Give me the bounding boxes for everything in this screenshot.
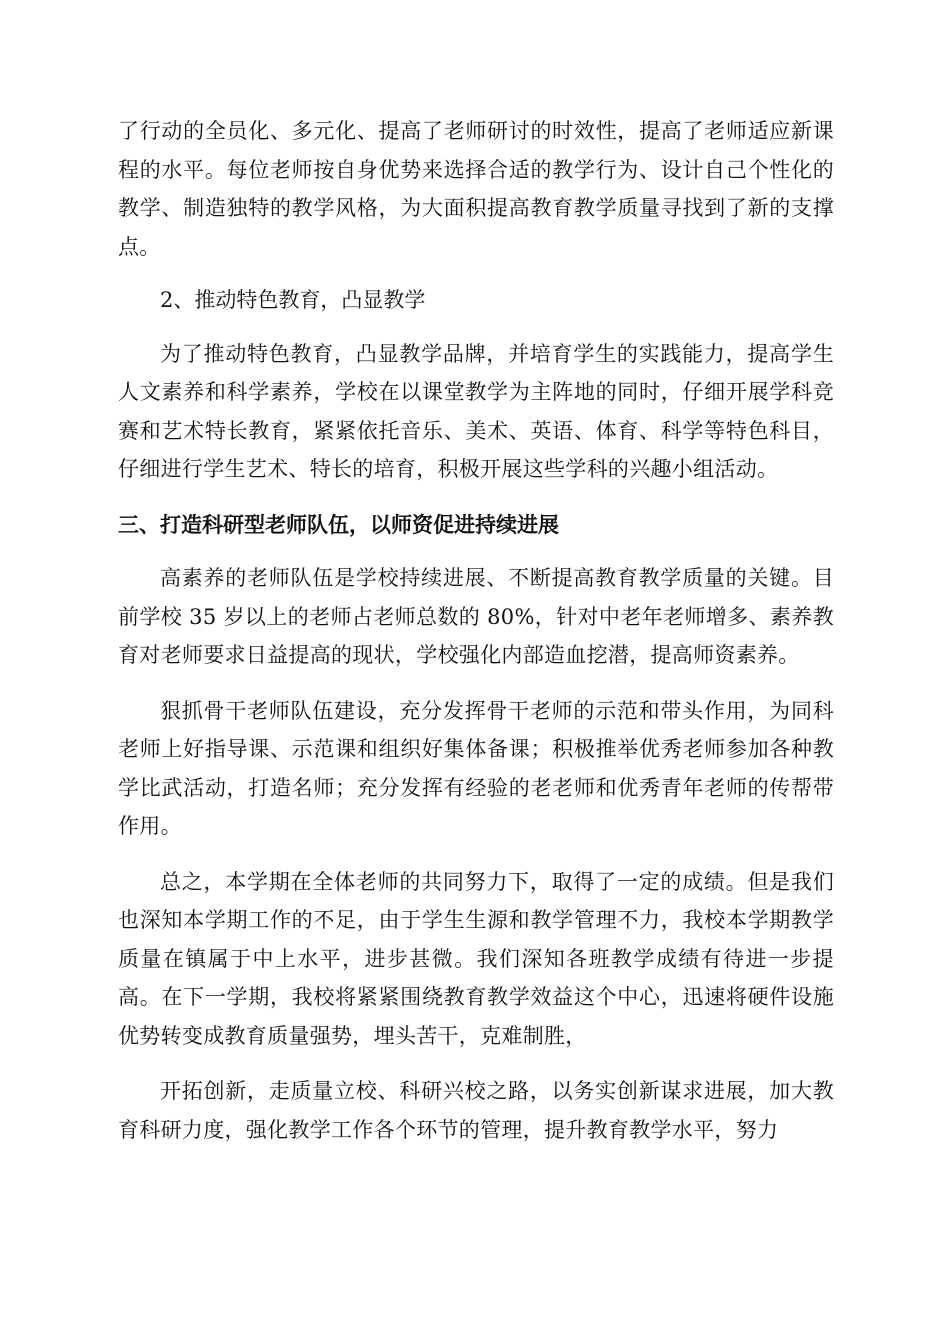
- paragraph-innovation: 开拓创新，走质量立校、科研兴校之路，以务实创新谋求进展，加大教育科研力度，强化教学工作各个环节的管理，提升教育教学水平，努力: [118, 1079, 834, 1142]
- paragraph-summary: 总之，本学期在全体老师的共同努力下，取得了一定的成绩。但是我们也深知本学期工作的不足，由于学生生源和教学管理不力，我校本学期教学质量在镇属于中上水平，进步甚微。我们深知各班教学成绩有待进一步提高。在下一学期，我校将紧紧围绕教育教学效益这个中心，迅速将硬件设施优势转变成教育质量强势，埋头苦干，克难制胜，: [118, 869, 834, 1048]
- paragraph-special-education: 为了推动特色教育，凸显教学品牌，并培育学生的实践能力，提高学生人文素养和科学素养，学校在以课堂教学为主阵地的同时，仔细开展学科竞赛和艺术特长教育，紧紧依托音乐、美术、英语、体育、科学等特色科目，仔细进行学生艺术、特长的培育，积极开展这些学科的兴趣小组活动。: [118, 341, 834, 481]
- paragraph-teacher-quality: 高素养的老师队伍是学校持续进展、不断提高教育教学质量的关键。目前学校 35 岁以上的老师占老师总数的 80%，针对中老年老师增多、素养教育对老师要求日益提高的现状，学校强化内部造血挖潜，提高师资素养。: [118, 566, 834, 667]
- paragraph-continuation: 了行动的全员化、多元化、提高了老师研讨的时效性，提高了老师适应新课程的水平。每位老师按自身优势来选择合适的教学行为、设计自己个性化的教学、制造独特的教学风格，为大面积提高教育教学质量寻找到了新的支撑点。: [118, 119, 834, 259]
- section-heading: 三、打造科研型老师队伍，以师资促进持续进展: [118, 511, 559, 537]
- paragraph-key-teachers: 狠抓骨干老师队伍建设，充分发挥骨干老师的示范和带头作用，为同科老师上好指导课、示范课和组织好集体备课；积极推举优秀老师参加各种教学比武活动，打造名师；充分发挥有经验的老老师和优秀青年老师的传帮带作用。: [118, 698, 834, 838]
- document-page: [118, 112, 834, 1149]
- subsection-heading: 2、推动特色教育，凸显教学: [160, 288, 426, 312]
